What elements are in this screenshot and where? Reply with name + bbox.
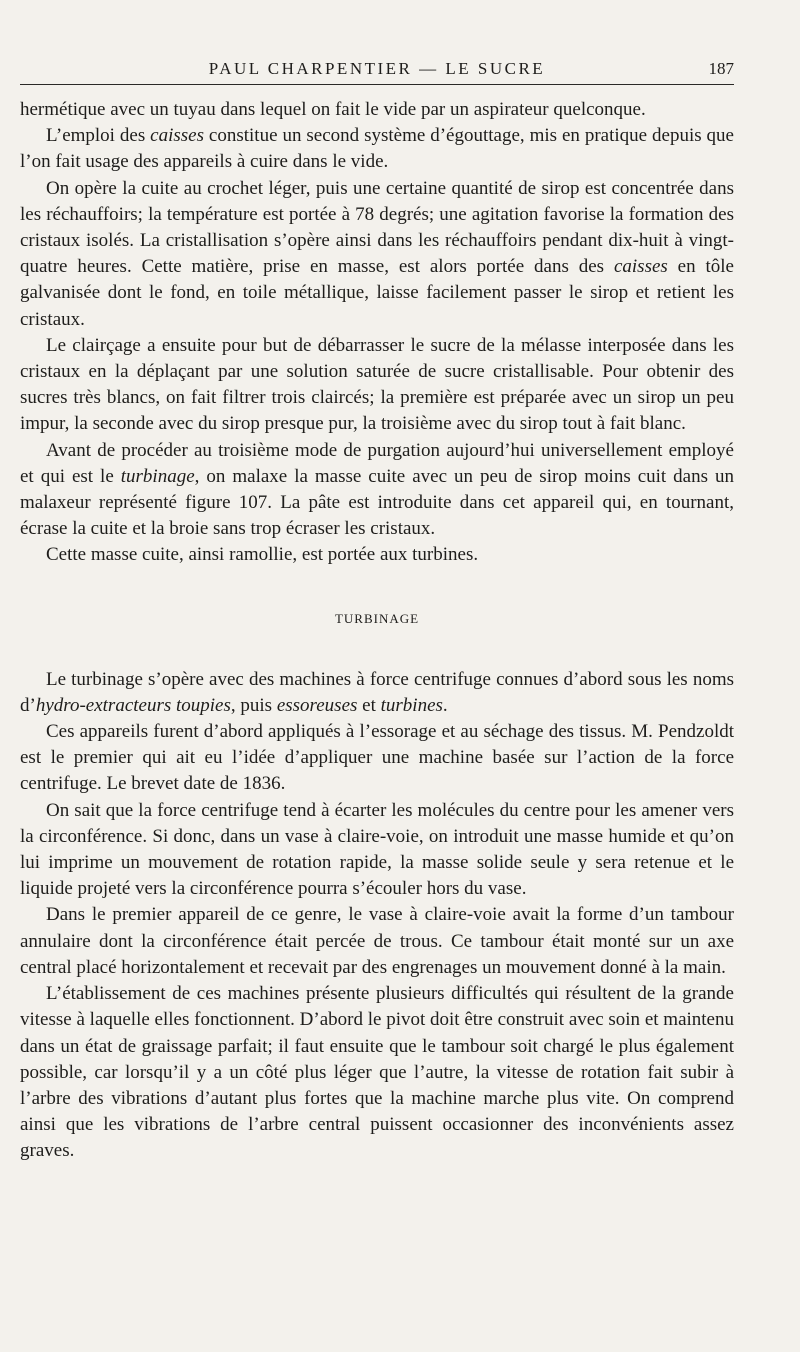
text-run: On opère la cuite au crochet léger, puis une certaine quantité de sirop est concentrée dans les réchauffoirs; la température est portée à 78 degrés; une agitation favorise la formation des cristaux isolés. La cristallisation s’opère ainsi dans les réchauffoirs pendant dix-huit à vingt-quatre heures. Cette matière, prise en masse, est alors portée dans des <box>20 177 734 278</box>
text-run: Le turbinage s’opère avec des machines à force centrifuge connues d’abord sous les noms d’ <box>20 668 734 716</box>
paragraph-caisses <box>20 123 734 175</box>
text-run: . <box>442 694 448 716</box>
italic-term-caisses: caisses <box>613 256 668 278</box>
paragraph-malaxage <box>20 438 734 543</box>
text-run: constitue un second système d’égouttage, mis en pratique depuis que l’on fait usage des appareils à cuire dans le vide. <box>20 125 734 173</box>
page-header <box>20 56 734 85</box>
italic-term-essoreuses: essoreuses <box>276 694 358 716</box>
section-body-turbinage <box>20 667 734 1165</box>
text-run: , puis <box>230 694 277 716</box>
paragraph-first-apparatus: Dans le premier appareil de ce genre, le vase à claire-voie avait la forme d’un tambour annulaire dont la circonférence était percée de trous. Ce tambour était monté sur un axe central placé horizontalement et recevait par des engrenages un mouvement donné à la main. <box>20 904 734 978</box>
text-run: Avant de procéder au troisième mode de purgation aujourd’hui universellement employé et qui est le <box>20 439 734 487</box>
page-number: 187 <box>708 59 734 78</box>
text-run: et <box>357 694 381 716</box>
paragraph-centrifugal-force: On sait que la force centrifuge tend à écarter les molécules du centre pour les amener vers la circonférence. Si donc, dans un vase à claire-voie, on introduit une masse humide et qu’on lui imprime un mouvement de rotation rapide, la masse solide seule y sera retenue et le liquide projeté vers la circonférence pourra s’écouler hors du vase. <box>20 799 734 900</box>
section-body <box>20 97 734 569</box>
book-page <box>20 56 734 1165</box>
paragraph-masse-cuite: Cette masse cuite, ainsi ramollie, est portée aux turbines. <box>46 544 479 566</box>
italic-term-hydro-extracteurs: hydro-extracteurs toupies <box>35 694 231 716</box>
paragraph-turbinage-intro <box>20 667 734 719</box>
text-run: en tôle galvanisée dont le fond, en toile métallique, laisse facilement passer le sirop et retient les cristaux. <box>20 256 734 330</box>
paragraph-clairçage: Le clairçage a ensuite pour but de débarrasser le sucre de la mélasse interposée dans les cristaux en la déplaçant par une solution saturée de sucre cristallisable. Pour obtenir des sucres très blancs, on fait filtrer trois claircés; la première est préparée avec un sirop un peu impur, la seconde avec du sirop presque pur, la troisième avec du sirop tout à fait blanc. <box>20 334 734 435</box>
paragraph-continuation: hermétique avec un tuyau dans lequel on fait le vide par un aspirateur quelconque. <box>20 99 646 120</box>
paragraph-history: Ces appareils furent d’abord appliqués à l’essorage et au séchage des tissus. M. Pendzoldt est le premier qui ait eu l’idée d’appliquer une machine basée sur l’action de la force centrifuge. Le brevet date de 1836. <box>20 721 734 795</box>
running-head: PAUL CHARPENTIER — LE SUCRE <box>208 59 546 78</box>
italic-term-turbinage: turbinage <box>120 465 195 487</box>
text-run: L’emploi des <box>46 125 151 147</box>
section-heading-turbinage: TURBINAGE <box>334 610 420 626</box>
italic-term-caisses: caisses <box>150 125 204 147</box>
text-run: , on malaxe la masse cuite avec un peu de sirop moins cuit dans un malaxeur représenté figure 107. La pâte est introduite dans cet appareil qui, en tournant, écrase la cuite et la broie sans trop écraser les cristaux. <box>20 465 734 540</box>
italic-term-turbines: turbines <box>380 694 443 716</box>
paragraph-difficulties: L’établissement de ces machines présente plusieurs difficultés qui résultent de la grande vitesse à laquelle elles fonctionnent. D’abord le pivot doit être construit avec soin et maintenu dans un état de graissage parfait; il faut ensuite que le tambour soit chargé le plus également possible, car lorsqu’il y a un côté plus léger que l’autre, la vitesse de rotation fait subir à l’arbre des vibrations d’autant plus fortes que la machine marche plus vite. On comprend ainsi que les vibrations de l’arbre central puissent occasionner des inconvénients assez graves. <box>20 983 734 1162</box>
paragraph-cuite <box>20 176 734 333</box>
